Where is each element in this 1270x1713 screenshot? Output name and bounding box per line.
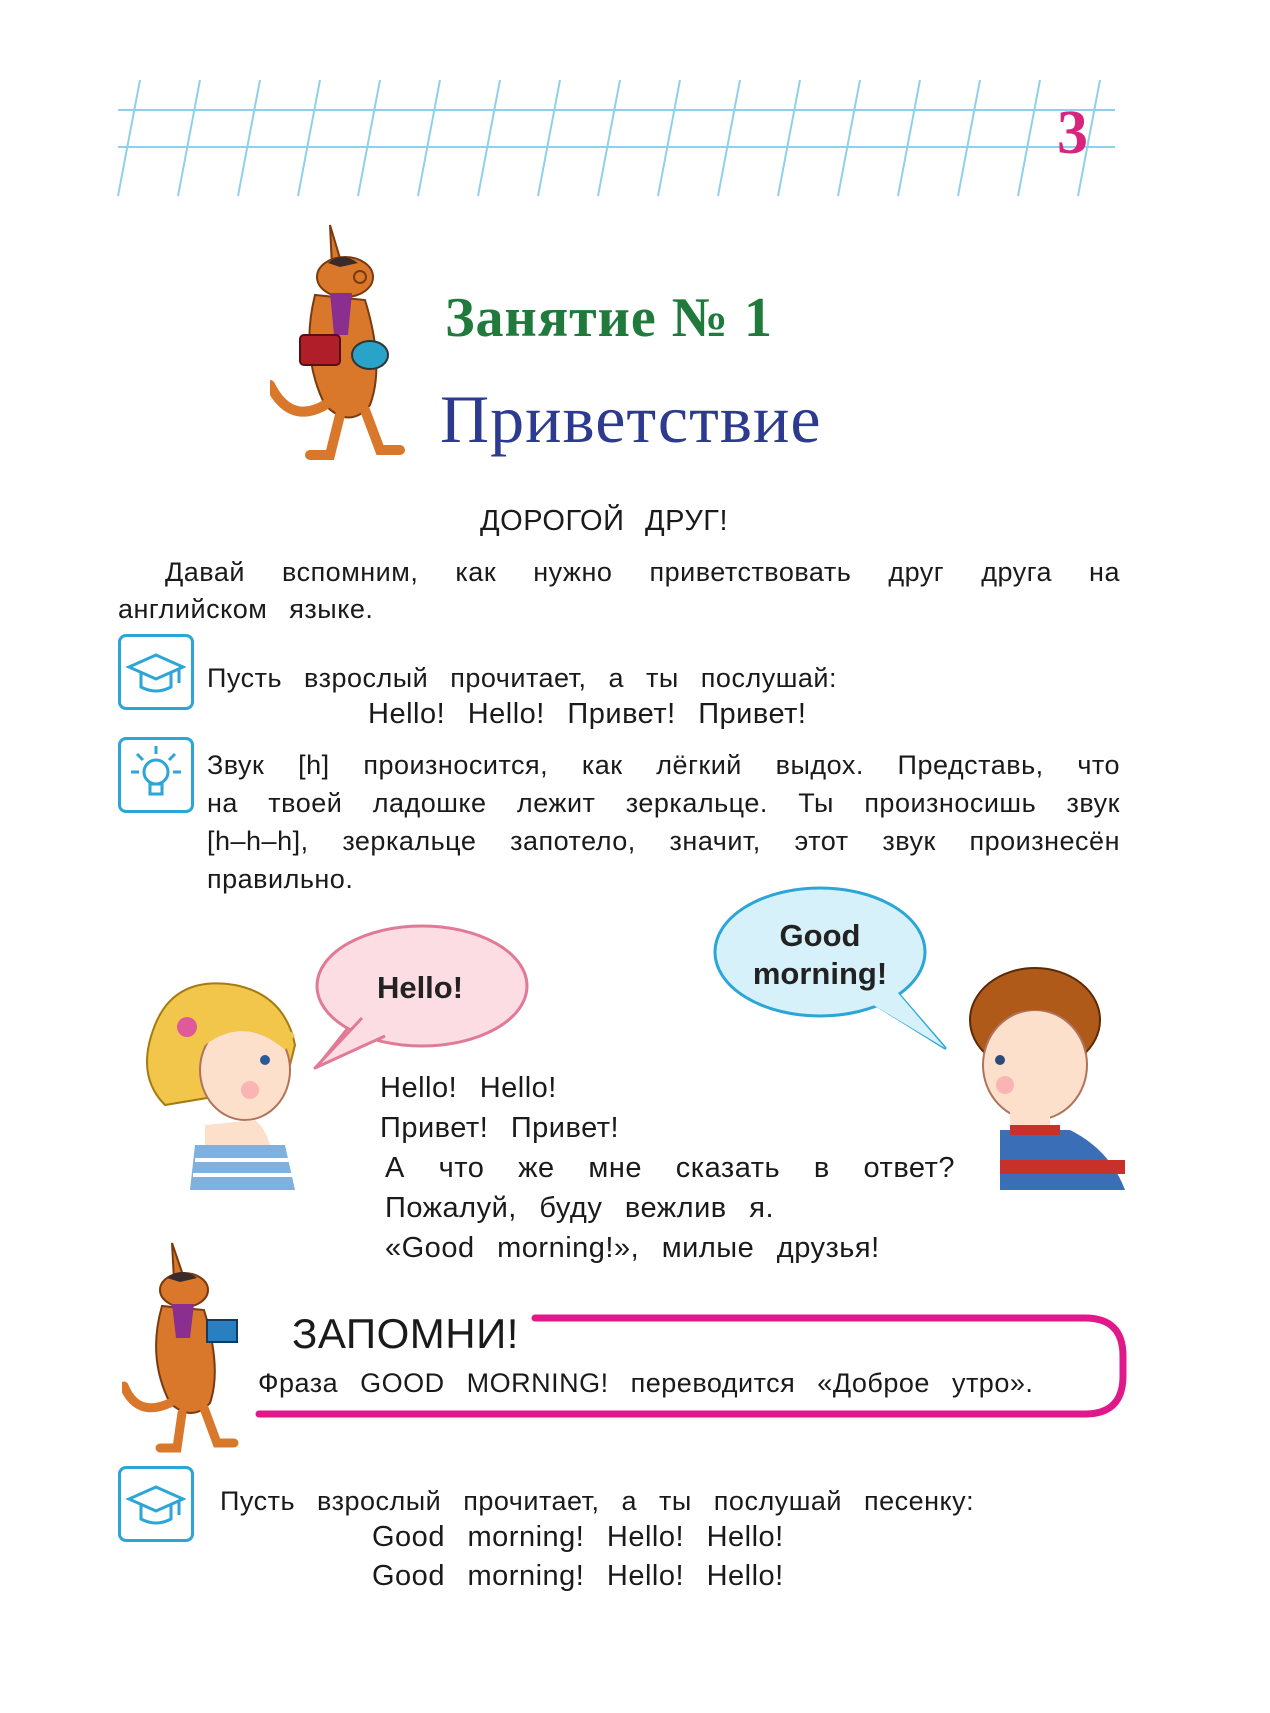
task1-instruction: Пусть взрослый прочитает, а ты послушай: bbox=[207, 663, 837, 693]
lesson-title: Занятие № 1 bbox=[445, 287, 774, 349]
lightbulb-icon bbox=[118, 737, 194, 813]
boy-illustration bbox=[950, 960, 1125, 1190]
graduation-cap-icon bbox=[118, 1466, 194, 1542]
girl-illustration bbox=[135, 965, 310, 1190]
remember-text: Фраза GOOD MORNING! переводится «Доброе утро». bbox=[258, 1368, 1034, 1398]
poem-line-3: А что же мне сказать в ответ? bbox=[385, 1152, 955, 1184]
girl-bubble-text: Hello! bbox=[376, 970, 464, 1005]
boy-bubble-line-1: Good bbox=[779, 918, 861, 953]
poem-line-1: Hello! Hello! bbox=[380, 1072, 557, 1104]
poem-line-2: Привет! Привет! bbox=[380, 1112, 620, 1144]
intro-line-1: Давай вспомним, как нужно приветствовать друг друга на bbox=[165, 557, 1120, 587]
tip-line-2: на твоей ладошке лежит зеркальце. Ты произносишь звук bbox=[207, 788, 1120, 818]
song-line-1: Good morning! Hello! Hello! bbox=[372, 1521, 784, 1553]
poem-line-5: «Good morning!», милые друзья! bbox=[385, 1232, 880, 1264]
graduation-cap-icon bbox=[118, 634, 194, 710]
kangaroo-book-illustration bbox=[122, 1238, 272, 1458]
greeting-heading: ДОРОГОЙ ДРУГ! bbox=[480, 505, 729, 537]
task2-instruction: Пусть взрослый прочитает, а ты послушай песенку: bbox=[220, 1486, 975, 1516]
song-line-2: Good morning! Hello! Hello! bbox=[372, 1560, 784, 1592]
page-number: 3 bbox=[1057, 99, 1088, 167]
poem-line-4: Пожалуй, буду вежлив я. bbox=[385, 1192, 775, 1224]
tip-line-4: правильно. bbox=[207, 864, 354, 894]
intro-line-2: английском языке. bbox=[118, 594, 374, 624]
tip-line-1: Звук [h] произносится, как лёгкий выдох. Представь, что bbox=[207, 750, 1120, 780]
topic-title: Приветствие bbox=[440, 381, 822, 457]
kangaroo-schoolbag-illustration bbox=[270, 215, 410, 465]
boy-bubble-line-2: morning! bbox=[752, 956, 888, 991]
task1-phrase: Hello! Hello! Привет! Привет! bbox=[368, 698, 807, 730]
remember-title: ЗАПОМНИ! bbox=[292, 1310, 519, 1357]
tip-line-3: [h–h–h], зеркальце запотело, значит, этот звук произнесён bbox=[207, 826, 1120, 856]
